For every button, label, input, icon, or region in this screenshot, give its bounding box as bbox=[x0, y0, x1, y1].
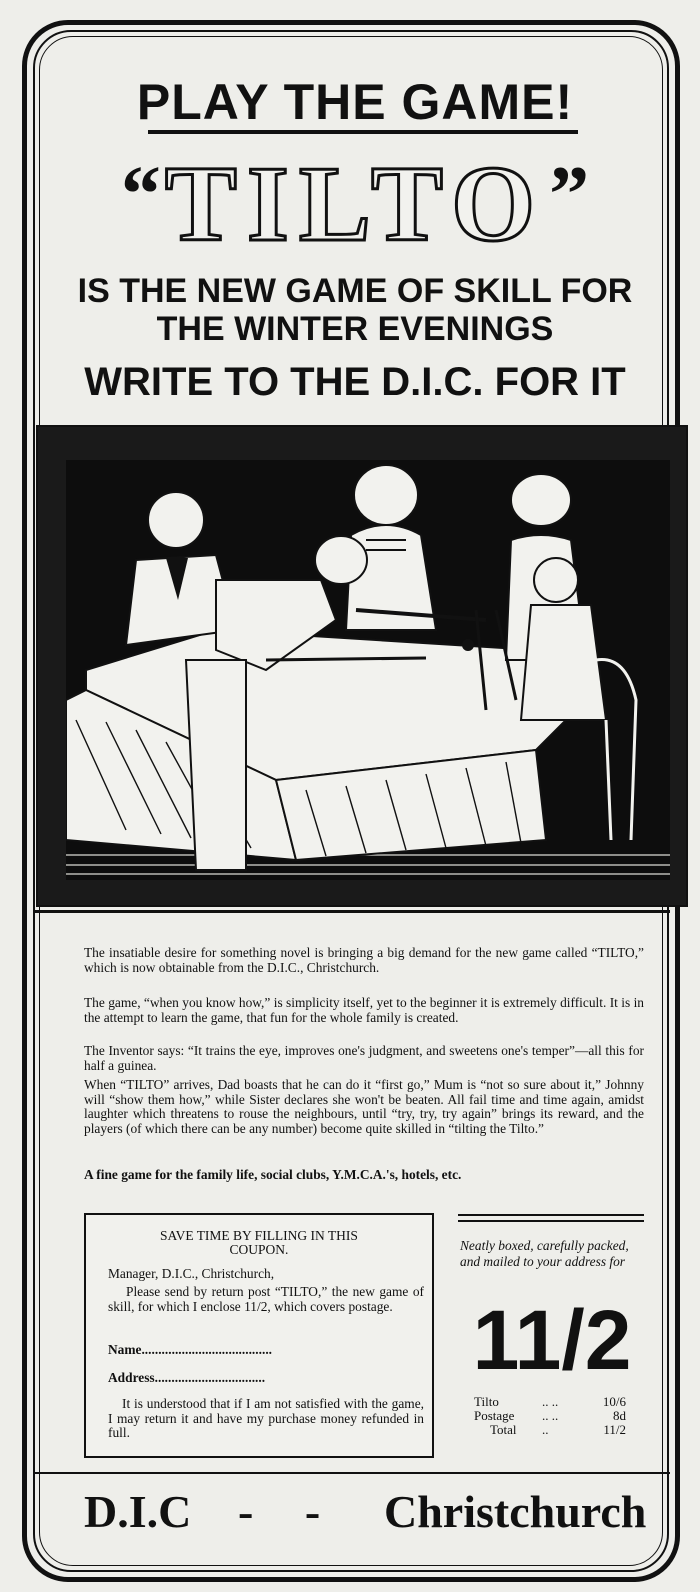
open-quote: “ bbox=[120, 151, 161, 239]
price-row-dots: .. .. bbox=[542, 1394, 559, 1409]
footer-separator: - - bbox=[238, 1486, 341, 1537]
coupon-guarantee: It is understood that if I am not satisfied with the game, I may return it and have my purchase money refunded in full. bbox=[108, 1396, 424, 1440]
close-quote: ” bbox=[549, 151, 590, 239]
price-row-label: Tilto bbox=[474, 1394, 499, 1409]
footer-store-name: D.I.C bbox=[84, 1486, 192, 1537]
coupon-title-line-2: COUPON. bbox=[229, 1242, 289, 1257]
coupon-title-line-1: SAVE TIME BY FILLING IN THIS bbox=[160, 1228, 358, 1243]
tagline-line-2: THE WINTER EVENINGS bbox=[156, 310, 554, 348]
paragraph-family-story: When “TILTO” arrives, Dad boasts that he can do it “first go,” Mum is “not so sure about it,” Johnny will “show them how,” while Sister declares she won't be beaten. All fail time and time again, amidst laughter which threatens to rouse the neighbours, until “try, try, try again” brings its reward, and the players (of which there can be any number) become quite skilled in “tilting the Tilto.” bbox=[84, 1077, 644, 1136]
price-row-value: 10/6 bbox=[602, 1394, 626, 1409]
coupon-request: Please send by return post “TILTO,” the new game of skill, for which I enclose 11/2, which covers postage. bbox=[108, 1284, 424, 1314]
section-divider bbox=[34, 910, 670, 913]
game-name-banner bbox=[60, 145, 650, 264]
headline-underline bbox=[148, 130, 578, 134]
footer-divider bbox=[34, 1472, 670, 1474]
price-row-label: Postage bbox=[474, 1408, 515, 1423]
coupon-addressee: Manager, D.I.C., Christchurch, bbox=[108, 1266, 275, 1281]
game-name: TILTO bbox=[164, 145, 546, 264]
coupon-name-field: Name....................................... bbox=[108, 1342, 273, 1357]
price: 11/2 bbox=[472, 1293, 632, 1387]
order-coupon bbox=[84, 1213, 434, 1458]
price-top-rule-2 bbox=[458, 1220, 644, 1222]
price-top-rule bbox=[458, 1214, 644, 1216]
family-playing-tilto-illustration bbox=[66, 460, 670, 880]
paragraph-audience: A fine game for the family life, social clubs, Y.M.C.A.'s, hotels, etc. bbox=[84, 1167, 462, 1182]
price-row-label: Total bbox=[490, 1422, 517, 1437]
price-description: Neatly boxed, carefully packed, and mailed to your address for bbox=[460, 1238, 629, 1269]
headline: PLAY THE GAME! bbox=[136, 74, 574, 130]
footer-city: Christchurch bbox=[384, 1486, 647, 1537]
tagline-line-1: IS THE NEW GAME OF SKILL FOR bbox=[77, 272, 633, 310]
price-row-value: 11/2 bbox=[603, 1422, 626, 1437]
paragraph-simplicity: The game, “when you know how,” is simplicity itself, yet to the beginner it is extremely difficult. It is in the attempt to learn the game, that fun for the whole family is created. bbox=[84, 995, 644, 1025]
price-row-value: 8d bbox=[613, 1408, 626, 1423]
coupon-address-field: Address................................. bbox=[108, 1370, 266, 1385]
call-to-action: WRITE TO THE D.I.C. FOR IT bbox=[84, 360, 626, 404]
price-row-dots: .. bbox=[542, 1422, 549, 1437]
paragraph-inventor-quote: The Inventor says: “It trains the eye, improves one's judgment, and sweetens one's temper”—all this for half a guinea. bbox=[84, 1043, 644, 1073]
price-row-dots: .. .. bbox=[542, 1408, 559, 1423]
paragraph-demand: The insatiable desire for something novel is bringing a big demand for the new game called “TILTO,” which is now obtainable from the D.I.C., Christchurch. bbox=[84, 945, 644, 975]
